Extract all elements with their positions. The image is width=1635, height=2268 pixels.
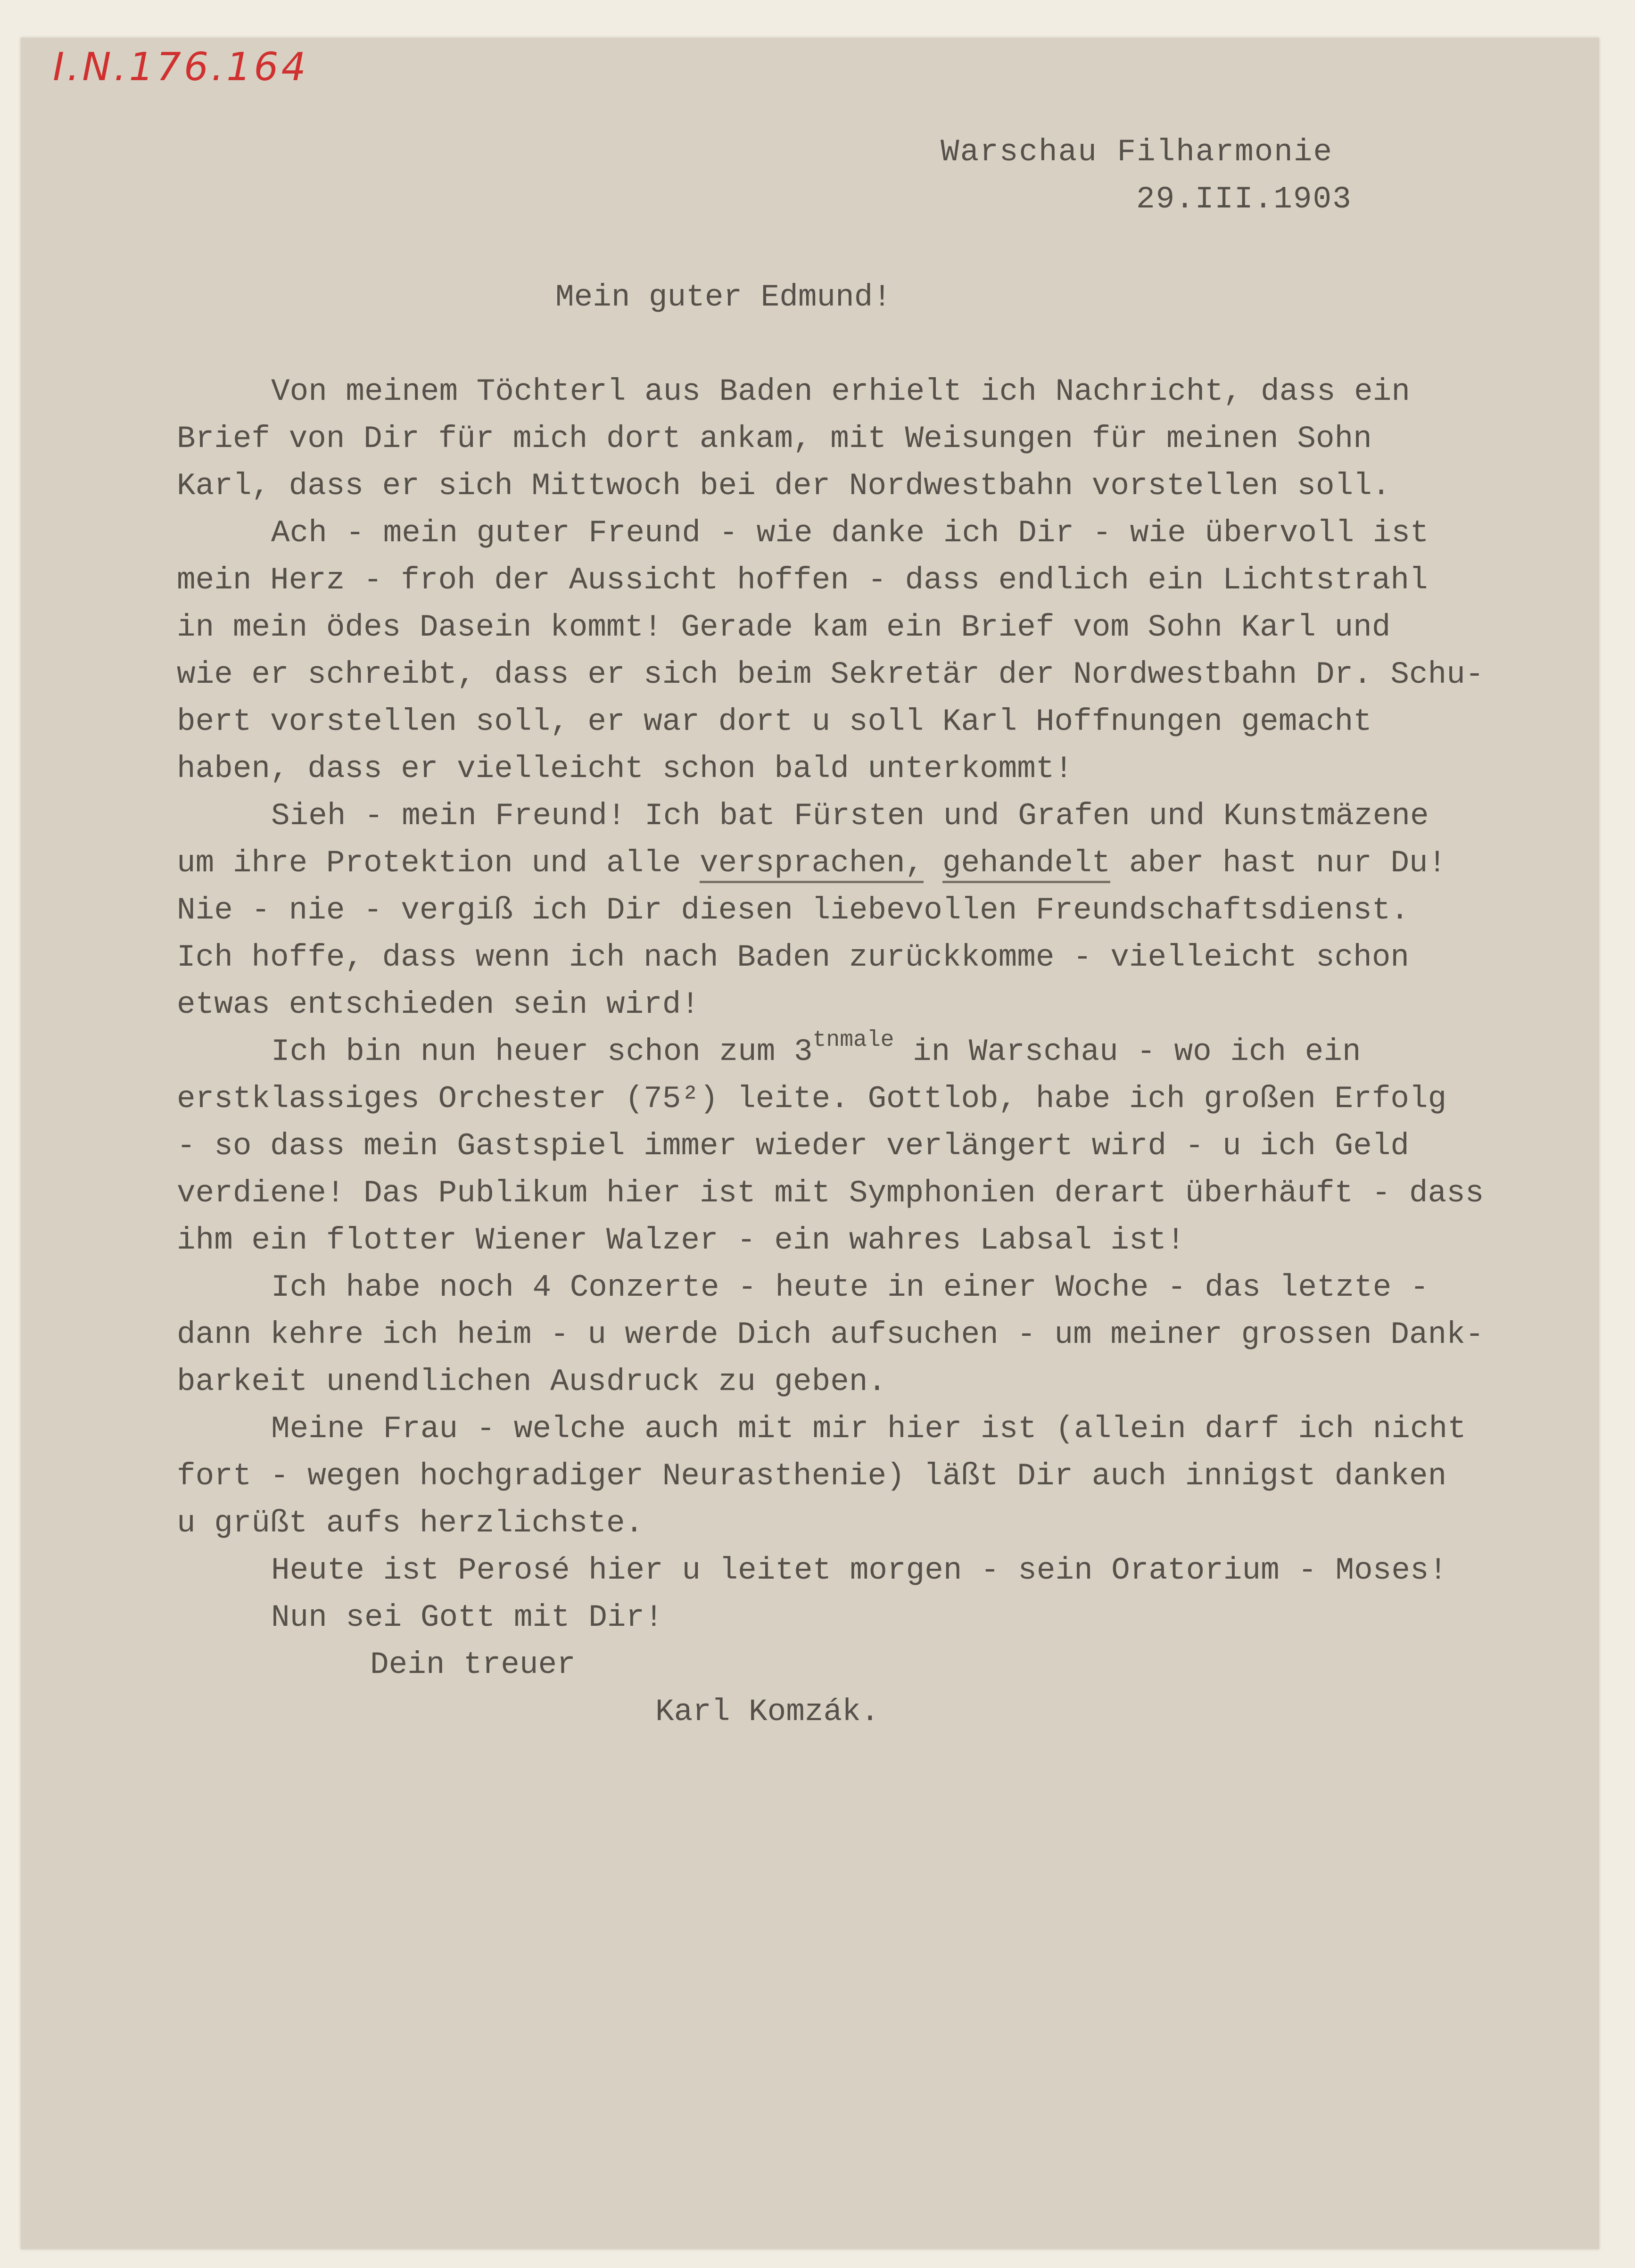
salutation: Mein guter Edmund! [555, 280, 892, 315]
body-line [271, 1027, 1361, 1069]
body-line: bert vorstellen soll, er war dort u soll Karl Hoffnungen gemacht [177, 704, 1372, 739]
body-line: Meine Frau - welche auch mit mir hier ist (allein darf ich nicht [271, 1411, 1466, 1447]
superscript-base: 3 [793, 1034, 813, 1069]
body-line: Sieh - mein Freund! Ich bat Fürsten und Grafen und Kunstmäzene [271, 798, 1429, 834]
body-line: - so dass mein Gastspiel immer wieder verlängert wird - u ich Geld [177, 1128, 1410, 1164]
body-line: Ich hoffe, dass wenn ich nach Baden zurückkomme - vielleicht schon [177, 940, 1410, 975]
body-line: Von meinem Töchterl aus Baden erhielt ich Nachricht, dass ein [271, 374, 1410, 409]
body-line: Ich habe noch 4 Conzerte - heute in einer Woche - das letzte - [271, 1270, 1429, 1305]
body-line: Nun sei Gott mit Dir! [271, 1600, 663, 1635]
superscript: tnmale [812, 1027, 894, 1053]
underlined-word: gehandelt [942, 845, 1110, 883]
body-line: haben, dass er vielleicht schon bald unterkommt! [177, 751, 1073, 786]
body-line: erstklassiges Orchester (75²) leite. Gottlob, habe ich großen Erfolg [177, 1081, 1447, 1117]
line-end: aber hast nur Du! [1129, 845, 1447, 881]
body-line: u grüßt aufs herzlichste. [177, 1506, 644, 1541]
body-line: mein Herz - froh der Aussicht hoffen - dass endlich ein Lichtstrahl [177, 563, 1428, 598]
underlined-word: versprachen, [700, 845, 924, 883]
body-line: Nie - nie - vergiß ich Dir diesen liebevollen Freundschaftsdienst. [177, 893, 1410, 928]
body-line: Ach - mein guter Freund - wie danke ich Dir - wie übervoll ist [271, 515, 1429, 551]
body-line: verdiene! Das Publikum hier ist mit Symphonien derart überhäuft - dass [177, 1175, 1484, 1211]
body-line: dann kehre ich heim - u werde Dich aufsuchen - um meiner grossen Dank- [177, 1317, 1484, 1352]
line-start: um ihre Protektion und alle [177, 845, 681, 881]
body-line: Karl, dass er sich Mittwoch bei der Nordwestbahn vorstellen soll. [177, 468, 1391, 504]
header-location: Warschau Filharmonie [941, 134, 1333, 170]
body-line: in mein ödes Dasein kommt! Gerade kam ein Brief vom Sohn Karl und [177, 610, 1391, 645]
body-line: etwas entschieden sein wird! [177, 987, 700, 1022]
body-line: ihm ein flotter Wiener Walzer - ein wahres Labsal ist! [177, 1223, 1185, 1258]
body-line: Brief von Dir für mich dort ankam, mit Weisungen für meinen Sohn [177, 421, 1372, 456]
signature: Karl Komzák. [655, 1694, 880, 1730]
line-end: in Warschau - wo ich ein [913, 1034, 1361, 1069]
body-line: fort - wegen hochgradiger Neurasthenie) läßt Dir auch innigst danken [177, 1458, 1447, 1494]
line-start: Ich bin nun heuer schon zum [271, 1034, 776, 1069]
body-line: Heute ist Perosé hier u leitet morgen - sein Oratorium - Moses! [271, 1553, 1448, 1588]
header-date: 29.III.1903 [1136, 182, 1352, 217]
archive-number: I.N.176.164 [53, 45, 309, 90]
body-line [177, 845, 1447, 881]
body-line: wie er schreibt, dass er sich beim Sekretär der Nordwestbahn Dr. Schu- [177, 657, 1484, 692]
closing: Dein treuer [370, 1647, 576, 1682]
body-line: barkeit unendlichen Ausdruck zu geben. [177, 1364, 887, 1399]
